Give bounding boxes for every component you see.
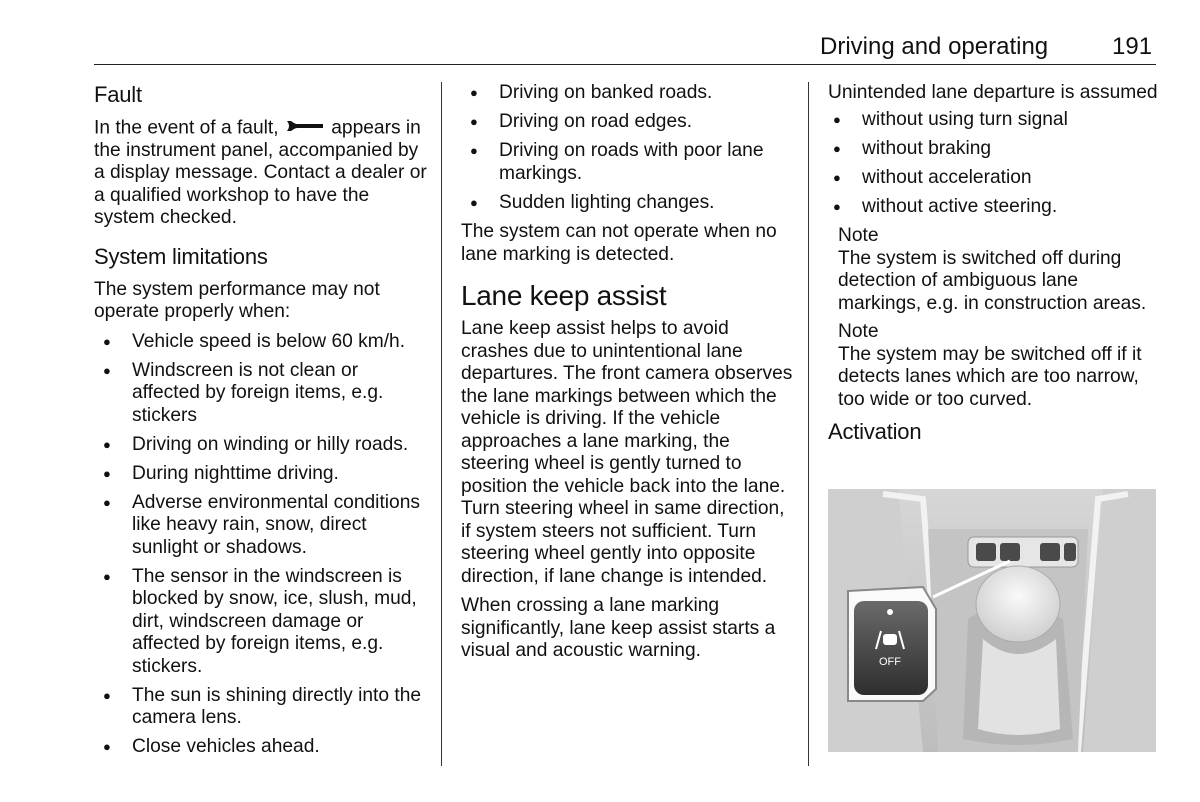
lane-keep-assist-button bbox=[854, 601, 928, 695]
column-3 bbox=[828, 82, 1160, 454]
fault-heading: Fault bbox=[94, 82, 142, 107]
list-item: ● Vehicle speed is below 60 km/h. bbox=[94, 331, 429, 354]
fault-text-before: In the event of a fault, bbox=[94, 117, 279, 139]
note-1 bbox=[828, 225, 1160, 315]
list-item: ● Driving on winding or hilly roads. bbox=[94, 434, 429, 457]
limitations-list-continued bbox=[461, 82, 796, 214]
list-item: ● Driving on road edges. bbox=[461, 111, 796, 134]
no-marking-paragraph: The system can not operate when no lane marking is detected. bbox=[461, 221, 777, 265]
fault-text-after: appears in the instrument panel, accompanied by a display message. Contact a dealer or a qualified workshop to have the system checked. bbox=[94, 117, 427, 229]
activation-heading: Activation bbox=[828, 419, 922, 444]
column-2 bbox=[461, 82, 796, 670]
button-off-label: OFF bbox=[879, 656, 901, 668]
crossing-paragraph: When crossing a lane marking significantly, lane keep assist starts a visual and acoustic warning. bbox=[461, 595, 776, 661]
list-item: ● The sensor in the windscreen is blocked by snow, ice, slush, mud, dirt, windscreen damage or affected by foreign items, e.g. stickers. bbox=[94, 566, 429, 679]
note-2 bbox=[828, 321, 1160, 411]
list-item: ● Driving on banked roads. bbox=[461, 82, 796, 105]
fault-paragraph bbox=[94, 117, 429, 230]
page-header-title: Driving and operating bbox=[820, 33, 1049, 60]
list-item: ● without acceleration bbox=[824, 167, 1160, 190]
column-divider-1 bbox=[441, 82, 442, 766]
limitations-heading: System limitations bbox=[94, 243, 268, 269]
limitations-intro: The system performance may not operate properly when: bbox=[94, 278, 380, 323]
list-item: ● Windscreen is not clean or affected by foreign items, e.g. stickers bbox=[94, 360, 429, 428]
note-title: Note bbox=[838, 225, 879, 246]
list-item: ● Driving on roads with poor lane markings. bbox=[461, 140, 796, 185]
list-item: ● Sudden lighting changes. bbox=[461, 192, 796, 215]
wrench-icon bbox=[286, 117, 324, 140]
header-rule bbox=[94, 64, 1156, 65]
departure-intro: Unintended lane departure is assumed bbox=[828, 82, 1158, 103]
note-title: Note bbox=[838, 321, 879, 342]
note-text: The system may be switched off if it detects lanes which are too narrow, too wide or too curved. bbox=[838, 343, 1142, 410]
departure-list bbox=[824, 109, 1160, 219]
note-text: The system is switched off during detection of ambiguous lane markings, e.g. in construction areas. bbox=[838, 247, 1147, 314]
list-item: ● Close vehicles ahead. bbox=[94, 736, 429, 759]
activation-illustration bbox=[828, 489, 1156, 752]
limitations-list bbox=[94, 331, 429, 759]
column-1 bbox=[94, 82, 429, 766]
list-item: ● Adverse environmental conditions like heavy rain, snow, direct sunlight or shadows. bbox=[94, 492, 429, 560]
list-item: ● During nighttime driving. bbox=[94, 463, 429, 486]
lane-keep-assist-heading: Lane keep assist bbox=[461, 280, 667, 311]
column-divider-2 bbox=[808, 82, 809, 766]
list-item: ● without braking bbox=[824, 138, 1160, 161]
list-item: ● without using turn signal bbox=[824, 109, 1160, 132]
center-console-illustration bbox=[828, 489, 1156, 752]
page-number: 191 bbox=[1112, 33, 1153, 60]
list-item: ● The sun is shining directly into the camera lens. bbox=[94, 685, 429, 730]
lane-keep-assist-paragraph: Lane keep assist helps to avoid crashes due to unintentional lane departures. The front camera observes the lane markings between which the vehicle is driving. If the vehicle approaches a lane marking, the steering wheel is gently turned to position the vehicle back into the lane. Turn steering wheel in same direction, if system steers not sufficient. Turn steering wheel gently into opposite direction, if lane change is intended. bbox=[461, 318, 793, 587]
list-item: ● without active steering. bbox=[824, 196, 1160, 219]
